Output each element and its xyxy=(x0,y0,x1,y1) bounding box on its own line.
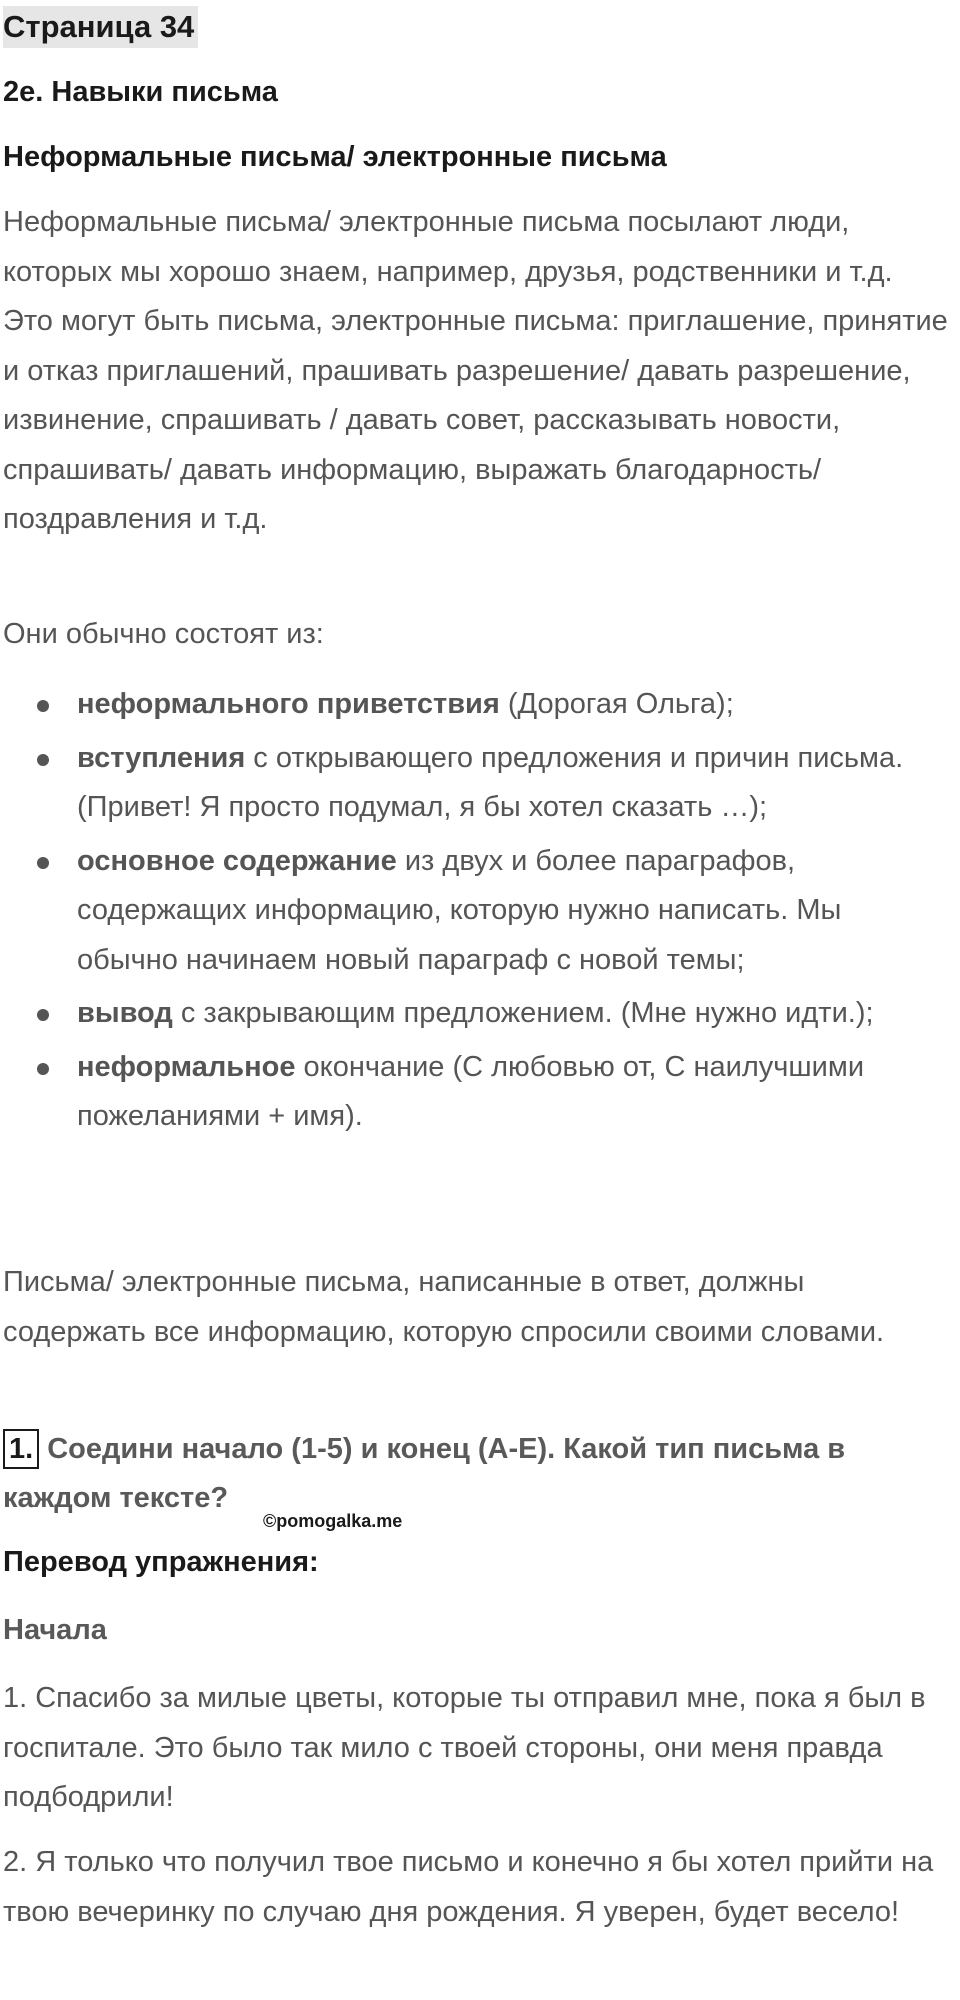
start-item-2: 2. Я только что получил твое письмо и конечно я бы хотел прийти на твою вечеринку по случаю дня рождения. Я уверен, будет весело! xyxy=(3,1846,934,1928)
list-item-text: (Дорогая Ольга); xyxy=(499,688,734,720)
bullet-icon xyxy=(37,857,49,869)
list-item xyxy=(3,734,948,833)
list-item xyxy=(3,1043,948,1142)
bullet-icon xyxy=(37,754,49,766)
reply-note-paragraph: Письма/ электронные письма, написанные в ответ, должны содержать все информацию, которую спросили своими словами. xyxy=(3,1266,885,1348)
start-item-1: 1. Спасибо за милые цветы, которые ты отправил мне, пока я был в госпитале. Это было так мило с твоей стороны, они меня правда подбодрили! xyxy=(3,1682,926,1813)
list-item-text: с открывающего предложения и причин письма. (Привет! Я просто подумал, я бы хотел сказать …); xyxy=(77,741,904,823)
list-item-bold: основное содержание xyxy=(77,844,397,877)
section-title: 2e. Навыки письма xyxy=(3,76,278,108)
bullet-icon xyxy=(37,1009,49,1021)
list-item-text: окончание (С любовью от, С наилучшими пожеланиями + имя). xyxy=(77,1050,865,1132)
list-item-text: с закрывающим предложением. (Мне нужно идти.); xyxy=(172,997,874,1029)
list-item-bold: неформальное xyxy=(77,1050,296,1083)
bullet-icon xyxy=(37,1063,49,1075)
page-number-label: Страница 34 xyxy=(3,6,198,48)
list-item-bold: вывод xyxy=(77,997,173,1029)
task-text: Соедини начало (1-5) и конец (A-E). Какой тип письма в каждом тексте? xyxy=(3,1433,846,1514)
intro-paragraph: Неформальные письма/ электронные письма посылают люди, которых мы хорошо знаем, например, друзья, родственники и т.д. Это могут быть письма, электронные письма: приглашение, принятие и отказ приглашений, прашивать разрешение/ давать разрешение, извинение, спрашивать / давать совет, рассказывать новости, спрашивать/ давать информацию, выражать благодарность/ поздравления и т.д. xyxy=(3,206,948,535)
translation-title: Перевод упражнения: xyxy=(3,1546,319,1578)
list-item-bold: неформального приветствия xyxy=(77,688,500,720)
starts-title: Начала xyxy=(3,1614,107,1646)
list-item-text: из двух и более параграфов, содержащих информацию, которую нужно написать. Мы обычно начинаем новый параграф с новой темы; xyxy=(77,844,842,976)
consists-of-paragraph: Они обычно состоят из: xyxy=(3,618,324,650)
list-item xyxy=(3,989,948,1039)
list-item xyxy=(3,680,948,730)
letter-parts-list xyxy=(3,680,948,1146)
watermark: ©pomogalka.me xyxy=(263,1511,403,1531)
subtitle: Неформальные письма/ электронные письма xyxy=(3,141,667,173)
list-item-bold: вступления xyxy=(77,741,246,774)
task-number-box: 1. xyxy=(3,1429,39,1469)
list-item xyxy=(3,837,948,986)
bullet-icon xyxy=(37,700,49,712)
task-heading xyxy=(3,1425,948,1523)
